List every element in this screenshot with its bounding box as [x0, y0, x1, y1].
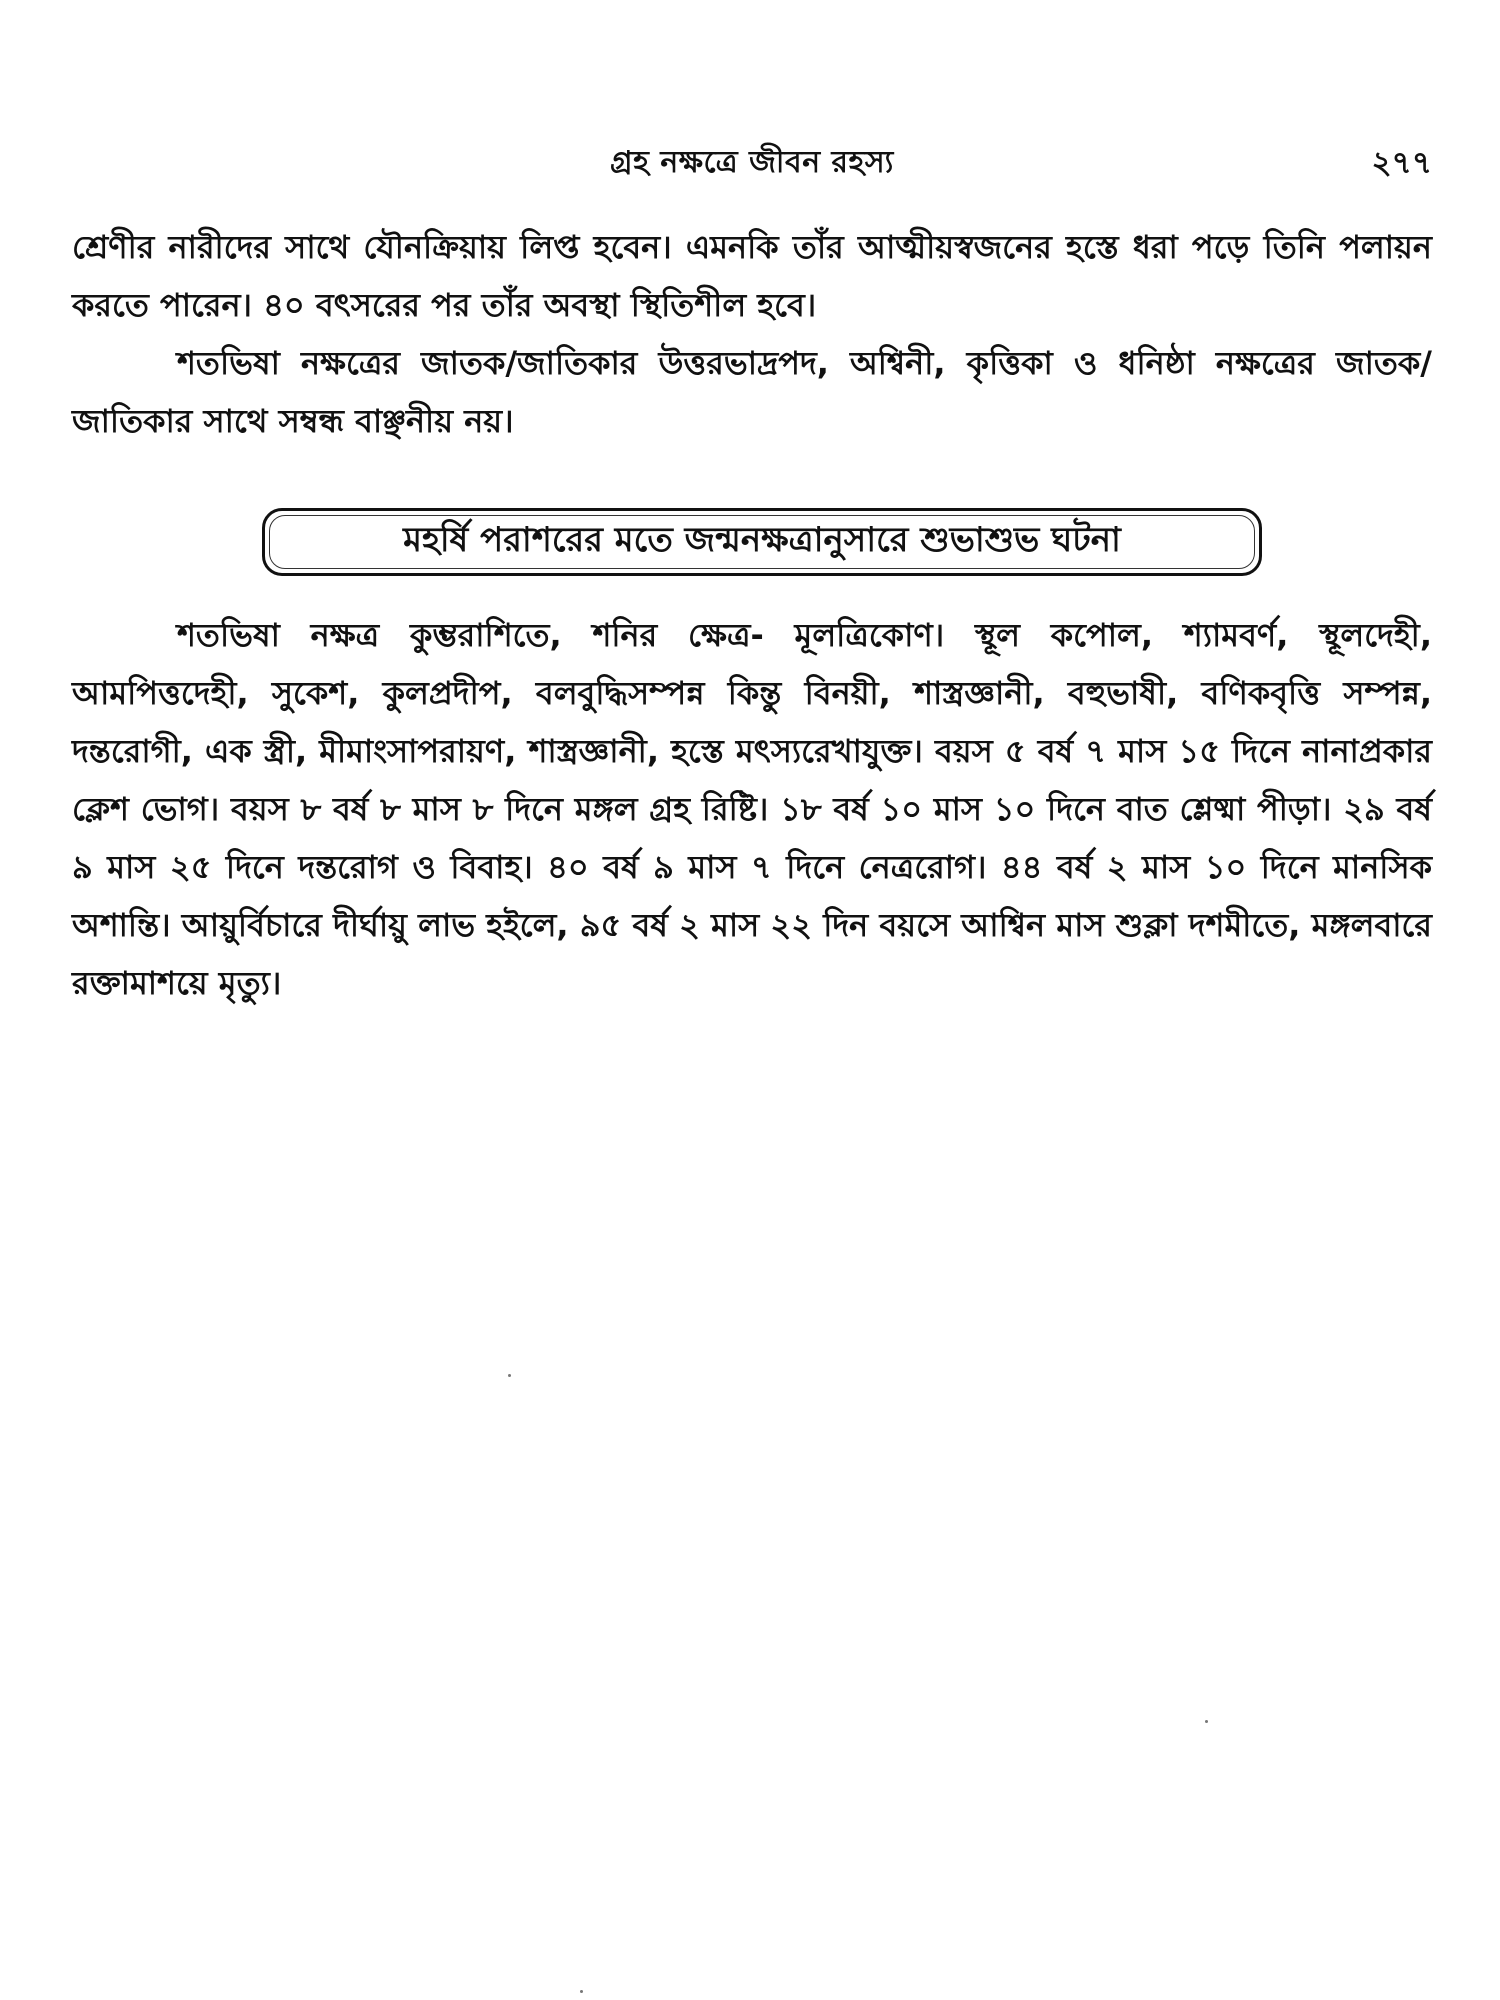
section-heading: মহর্ষি পরাশরের মতে জন্মনক্ষত্রানুসারে শুভাশুভ ঘটনা — [403, 519, 1121, 560]
scan-speck — [580, 1990, 583, 1993]
top-text-block — [72, 218, 1432, 450]
running-header — [72, 138, 1432, 188]
scan-speck — [508, 1374, 511, 1377]
section-heading-box — [262, 508, 1262, 576]
running-title: গ্রহ নক্ষত্রে জীবন রহস্য — [610, 145, 894, 180]
page-number: ২৭৭ — [1371, 145, 1432, 181]
body-paragraph: শতভিষা নক্ষত্র কুম্ভরাশিতে, শনির ক্ষেত্র- মূলত্রিকোণ। স্থূল কপোল, শ্যামবর্ণ, স্থূলদেহী, আমপিত্তদেহী, সুকেশ, কুলপ্রদীপ, বলবুদ্ধিসম্পন্ন কিন্তু বিনয়ী, শাস্ত্রজ্ঞানী, বহুভাষী, বণিকবৃত্তি সম্পন্ন, দন্তরোগী, এক স্ত্রী, মীমাংসাপরায়ণ, শাস্ত্রজ্ঞানী, হস্তে মৎস্যরেখাযুক্ত। বয়স ৫ বর্ষ ৭ মাস ১৫ দিনে নানাপ্রকার ক্লেশ ভোগ। বয়স ৮ বর্ষ ৮ মাস ৮ দিনে মঙ্গল গ্রহ রিষ্টি। ১৮ বর্ষ ১০ মাস ১০ দিনে বাত শ্লেষ্মা পীড়া। ২৯ বর্ষ ৯ মাস ২৫ দিনে দন্তরোগ ও বিবাহ। ৪০ বর্ষ ৯ মাস ৭ দিনে নেত্ররোগ। ৪৪ বর্ষ ২ মাস ১০ দিনে মানসিক অশান্তি। আয়ুর্বিচারে দীর্ঘায়ু লাভ হইলে, ৯৫ বর্ষ ২ মাস ২২ দিন বয়সে আশ্বিন মাস শুক্লা দশমীতে, মঙ্গলবারে রক্তামাশয়ে মৃত্যু। — [72, 616, 1432, 1002]
compatibility-paragraph: শতভিষা নক্ষত্রের জাতক/জাতিকার উত্তরভাদ্রপদ, অশ্বিনী, কৃত্তিকা ও ধনিষ্ঠা নক্ষত্রের জাতক/জাতিকার সাথে সম্বন্ধ বাঞ্ছনীয় নয়। — [72, 344, 1432, 440]
main-text-block — [72, 606, 1432, 1012]
scan-speck — [1205, 1720, 1208, 1723]
continued-paragraph: শ্রেণীর নারীদের সাথে যৌনক্রিয়ায় লিপ্ত হবেন। এমনকি তাঁর আত্মীয়স্বজনের হস্তে ধরা পড়ে তিনি পলায়ন করতে পারেন। ৪০ বৎসরের পর তাঁর অবস্থা স্থিতিশীল হবে। — [72, 228, 1432, 324]
